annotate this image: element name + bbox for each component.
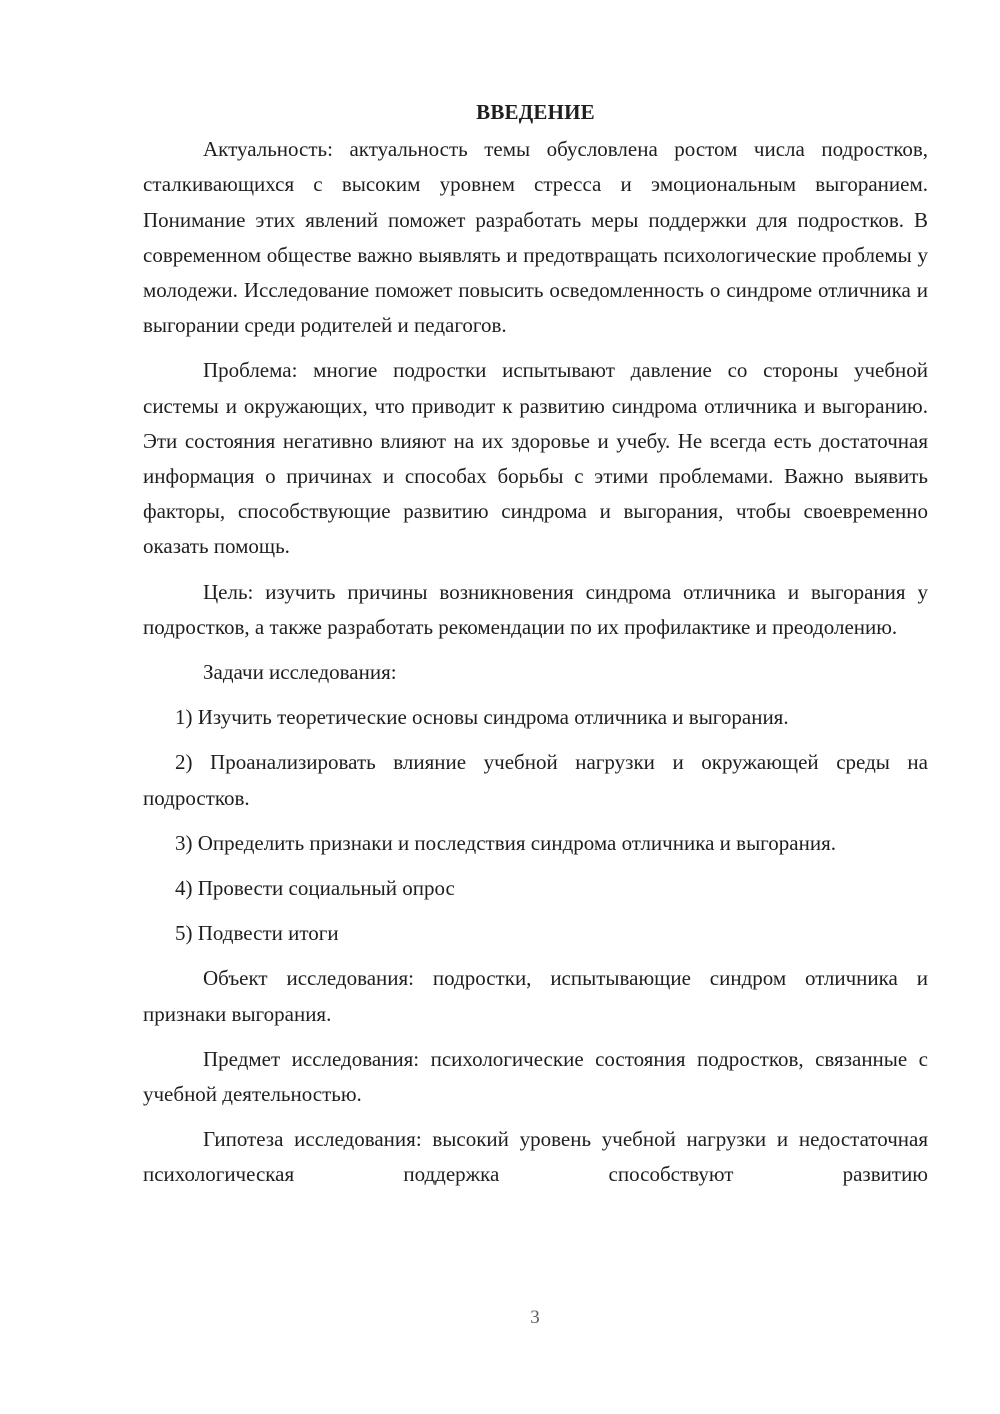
task-item-2: 2) Проанализировать влияние учебной нагрузки и окружающей среды на подростков. — [143, 750, 928, 810]
tasks-heading: Задачи исследования: — [203, 660, 397, 685]
paragraph-hypothesis: Гипотеза исследования: высокий уровень учебной нагрузки и недостаточная психологическая поддержка способствуют развитию — [143, 1127, 928, 1187]
task-item-1: 1) Изучить теоретические основы синдрома отличника и выгорания. — [175, 705, 789, 730]
page-content — [143, 95, 928, 1193]
paragraph-object: Объект исследования: подростки, испытывающие синдром отличника и признаки выгорания. — [143, 966, 928, 1026]
paragraph-problem: Проблема: многие подростки испытывают давление со стороны учебной системы и окружающих, что приводит к развитию синдрома отличника и выгоранию. Эти состояния негативно влияют на их здоровье и учебу. Не всегда есть достаточная информация о причинах и способах борьбы с этими проблемами. Важно выявить факторы, способствующие развитию синдрома и выгорания, чтобы своевременно оказать помощь. — [143, 358, 928, 559]
page-title: ВВЕДЕНИЕ — [476, 100, 595, 124]
page-number: 3 — [530, 1307, 540, 1328]
task-item-5: 5) Подвести итоги — [175, 921, 339, 946]
paragraph-subject: Предмет исследования: психологические состояния подростков, связанные с учебной деятельностью. — [143, 1046, 928, 1107]
paragraph-goal: Цель: изучить причины возникновения синдрома отличника и выгорания у подростков, а также разработать рекомендации по их профилактике и преодолению. — [143, 579, 928, 639]
task-item-3: 3) Определить признаки и последствия синдрома отличника и выгорания. — [175, 830, 836, 855]
task-item-4: 4) Провести социальный опрос — [175, 876, 455, 901]
paragraph-relevance: Актуальность: актуальность темы обусловлена ростом числа подростков, сталкивающихся с высоким уровнем стресса и эмоциональным выгоранием. Понимание этих явлений поможет разработать меры поддержки для подростков. В современном обществе важно выявлять и предотвращать психологические проблемы у молодежи. Исследование поможет повысить осведомленность о синдроме отличника и выгорании среди родителей и педагогов. — [143, 137, 928, 338]
